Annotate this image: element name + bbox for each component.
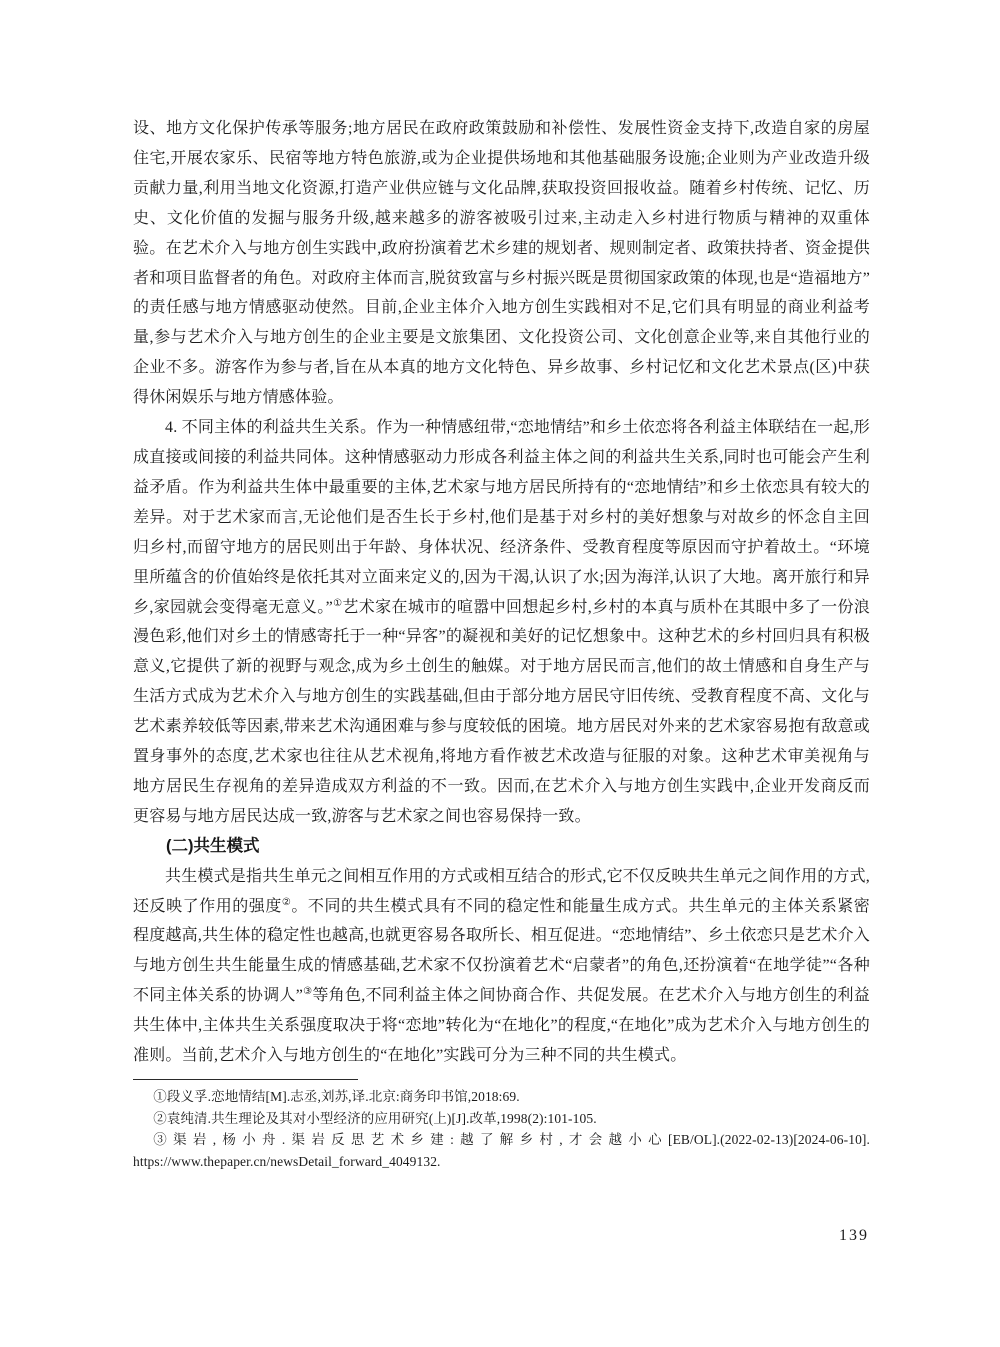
footnote-marker-2: ② xyxy=(281,896,292,908)
paragraph-continuation: 设、地方文化保护传承等服务;地方居民在政府政策鼓励和补偿性、发展性资金支持下,改造自家的房屋住宅,开展农家乐、民宿等地方特色旅游,或为企业提供场地和其他基础服务设施;企业则为产业改造升级贡献力量,利用当地文化资源,打造产业供应链与文化品牌,获取投资回报收益。随着乡村传统、记忆、历史、文化价值的发掘与服务升级,越来越多的游客被吸引过来,主动走入乡村进行物质与精神的双重体验。在艺术介入与地方创生实践中,政府扮演着艺术乡建的规划者、规则制定者、政策扶持者、资金提供者和项目监督者的角色。对政府主体而言,脱贫致富与乡村振兴既是贯彻国家政策的体现,也是“造福地方”的责任感与地方情感驱动使然。目前,企业主体介入地方创生实践相对不足,它们具有明显的商业利益考量,参与艺术介入与地方创生的企业主要是文旅集团、文化投资公司、文化创意企业等,来自其他行业的企业不多。游客作为参与者,旨在从本真的地方文化特色、异乡故事、乡村记忆和文化艺术景点(区)中获得休闲娱乐与地方情感体验。 xyxy=(133,120,870,407)
article-body xyxy=(133,114,870,1172)
paragraph-symbiosis-mode xyxy=(133,862,870,1071)
footnote-marker-3: ③ xyxy=(303,986,313,998)
paragraph-text-segment: 4. 不同主体的利益共生关系。作为一种情感纽带,“恋地情结”和乡土依恋将各利益主体联结在一起,形成直接或间接的利益共同体。这种情感驱动力形成各利益主体之间的利益共生关系,同时也可能会产生利益矛盾。作为利益共生体中最重要的主体,艺术家与地方居民所持有的“恋地情结”和乡土依恋具有较大的差异。对于艺术家而言,无论他们是否生长于乡村,他们是基于对乡村的美好想象与对故乡的怀念自主回归乡村,而留守地方的居民则出于年龄、身体状况、经济条件、受教育程度等原因而守护着故土。“环境里所蕴含的价值始终是依托其对立面来定义的,因为干渴,认识了水;因为海洋,认识了大地。离开旅行和异乡,家园就会变得毫无意义。” xyxy=(133,419,870,616)
footnote-divider xyxy=(133,1079,358,1080)
section-heading-symbiosis-mode: (二)共生模式 xyxy=(166,836,260,855)
paragraph-text-segment: 等角色,不同利益主体之间协商合作、共促发展。在艺术介入与地方创生的利益共生体中,主体共生关系强度取决于将“恋地”转化为“在地化”的程度,“在地化”成为艺术介入与地方创生的准则。当前,艺术介入与地方创生的“在地化”实践可分为三种不同的共生模式。 xyxy=(133,987,870,1065)
footnotes-block xyxy=(133,1086,870,1172)
paragraph-interest-symbiosis xyxy=(133,413,870,832)
footnote-3: ③渠岩,杨小舟.渠岩反思艺术乡建:越了解乡村,才会越小心[EB/OL].(2022-02-13)[2024-06-10]. https://www.thepaper.cn/newsDetail_forward_4049132. xyxy=(133,1132,870,1169)
footnote-1: ①段义孚.恋地情结[M].志丞,刘苏,译.北京:商务印书馆,2018:69. xyxy=(153,1089,520,1104)
page-number: 139 xyxy=(839,1227,869,1244)
footnote-2: ②袁纯清.共生理论及其对小型经济的应用研究(上)[J].改革,1998(2):101-105. xyxy=(153,1110,597,1126)
paragraph-text-segment: 共生模式是指共生单元之间相互作用的方式或相互结合的形式,它不仅反映共生单元之间作用的方式,还反映了作用的强度 xyxy=(133,867,871,915)
footnote-marker-1: ① xyxy=(332,597,343,609)
paragraph-text-segment: 。不同的共生模式具有不同的稳定性和能量生成方式。共生单元的主体关系紧密程度越高,共生体的稳定性也越高,也就更容易各取所长、相互促进。“恋地情结”、乡土依恋只是艺术介入与地方创生共生能量生成的情感基础,艺术家不仅扮演着艺术“启蒙者”的角色,还扮演着“在地学徒”“各种不同主体关系的协调人” xyxy=(133,897,870,1005)
paragraph-text-segment: 艺术家在城市的喧嚣中回想起乡村,乡村的本真与质朴在其眼中多了一份浪漫色彩,他们对乡土的情感寄托于一种“异客”的凝视和美好的记忆想象中。这种艺术的乡村回归具有积极意义,它提供了新的视野与观念,成为乡土创生的触媒。对于地方居民而言,他们的故土情感和自身生产与生活方式成为艺术介入与地方创生的实践基础,但由于部分地方居民守旧传统、受教育程度不高、文化与艺术素养较低等因素,带来艺术沟通困难与参与度较低的困境。地方居民对外来的艺术家容易抱有敌意或置身事外的态度,艺术家也往往从艺术视角,将地方看作被艺术改造与征服的对象。这种艺术审美视角与地方居民生存视角的差异造成双方利益的不一致。因而,在艺术介入与地方创生实践中,企业开发商反而更容易与地方居民达成一致,游客与艺术家之间也容易保持一致。 xyxy=(133,598,871,825)
